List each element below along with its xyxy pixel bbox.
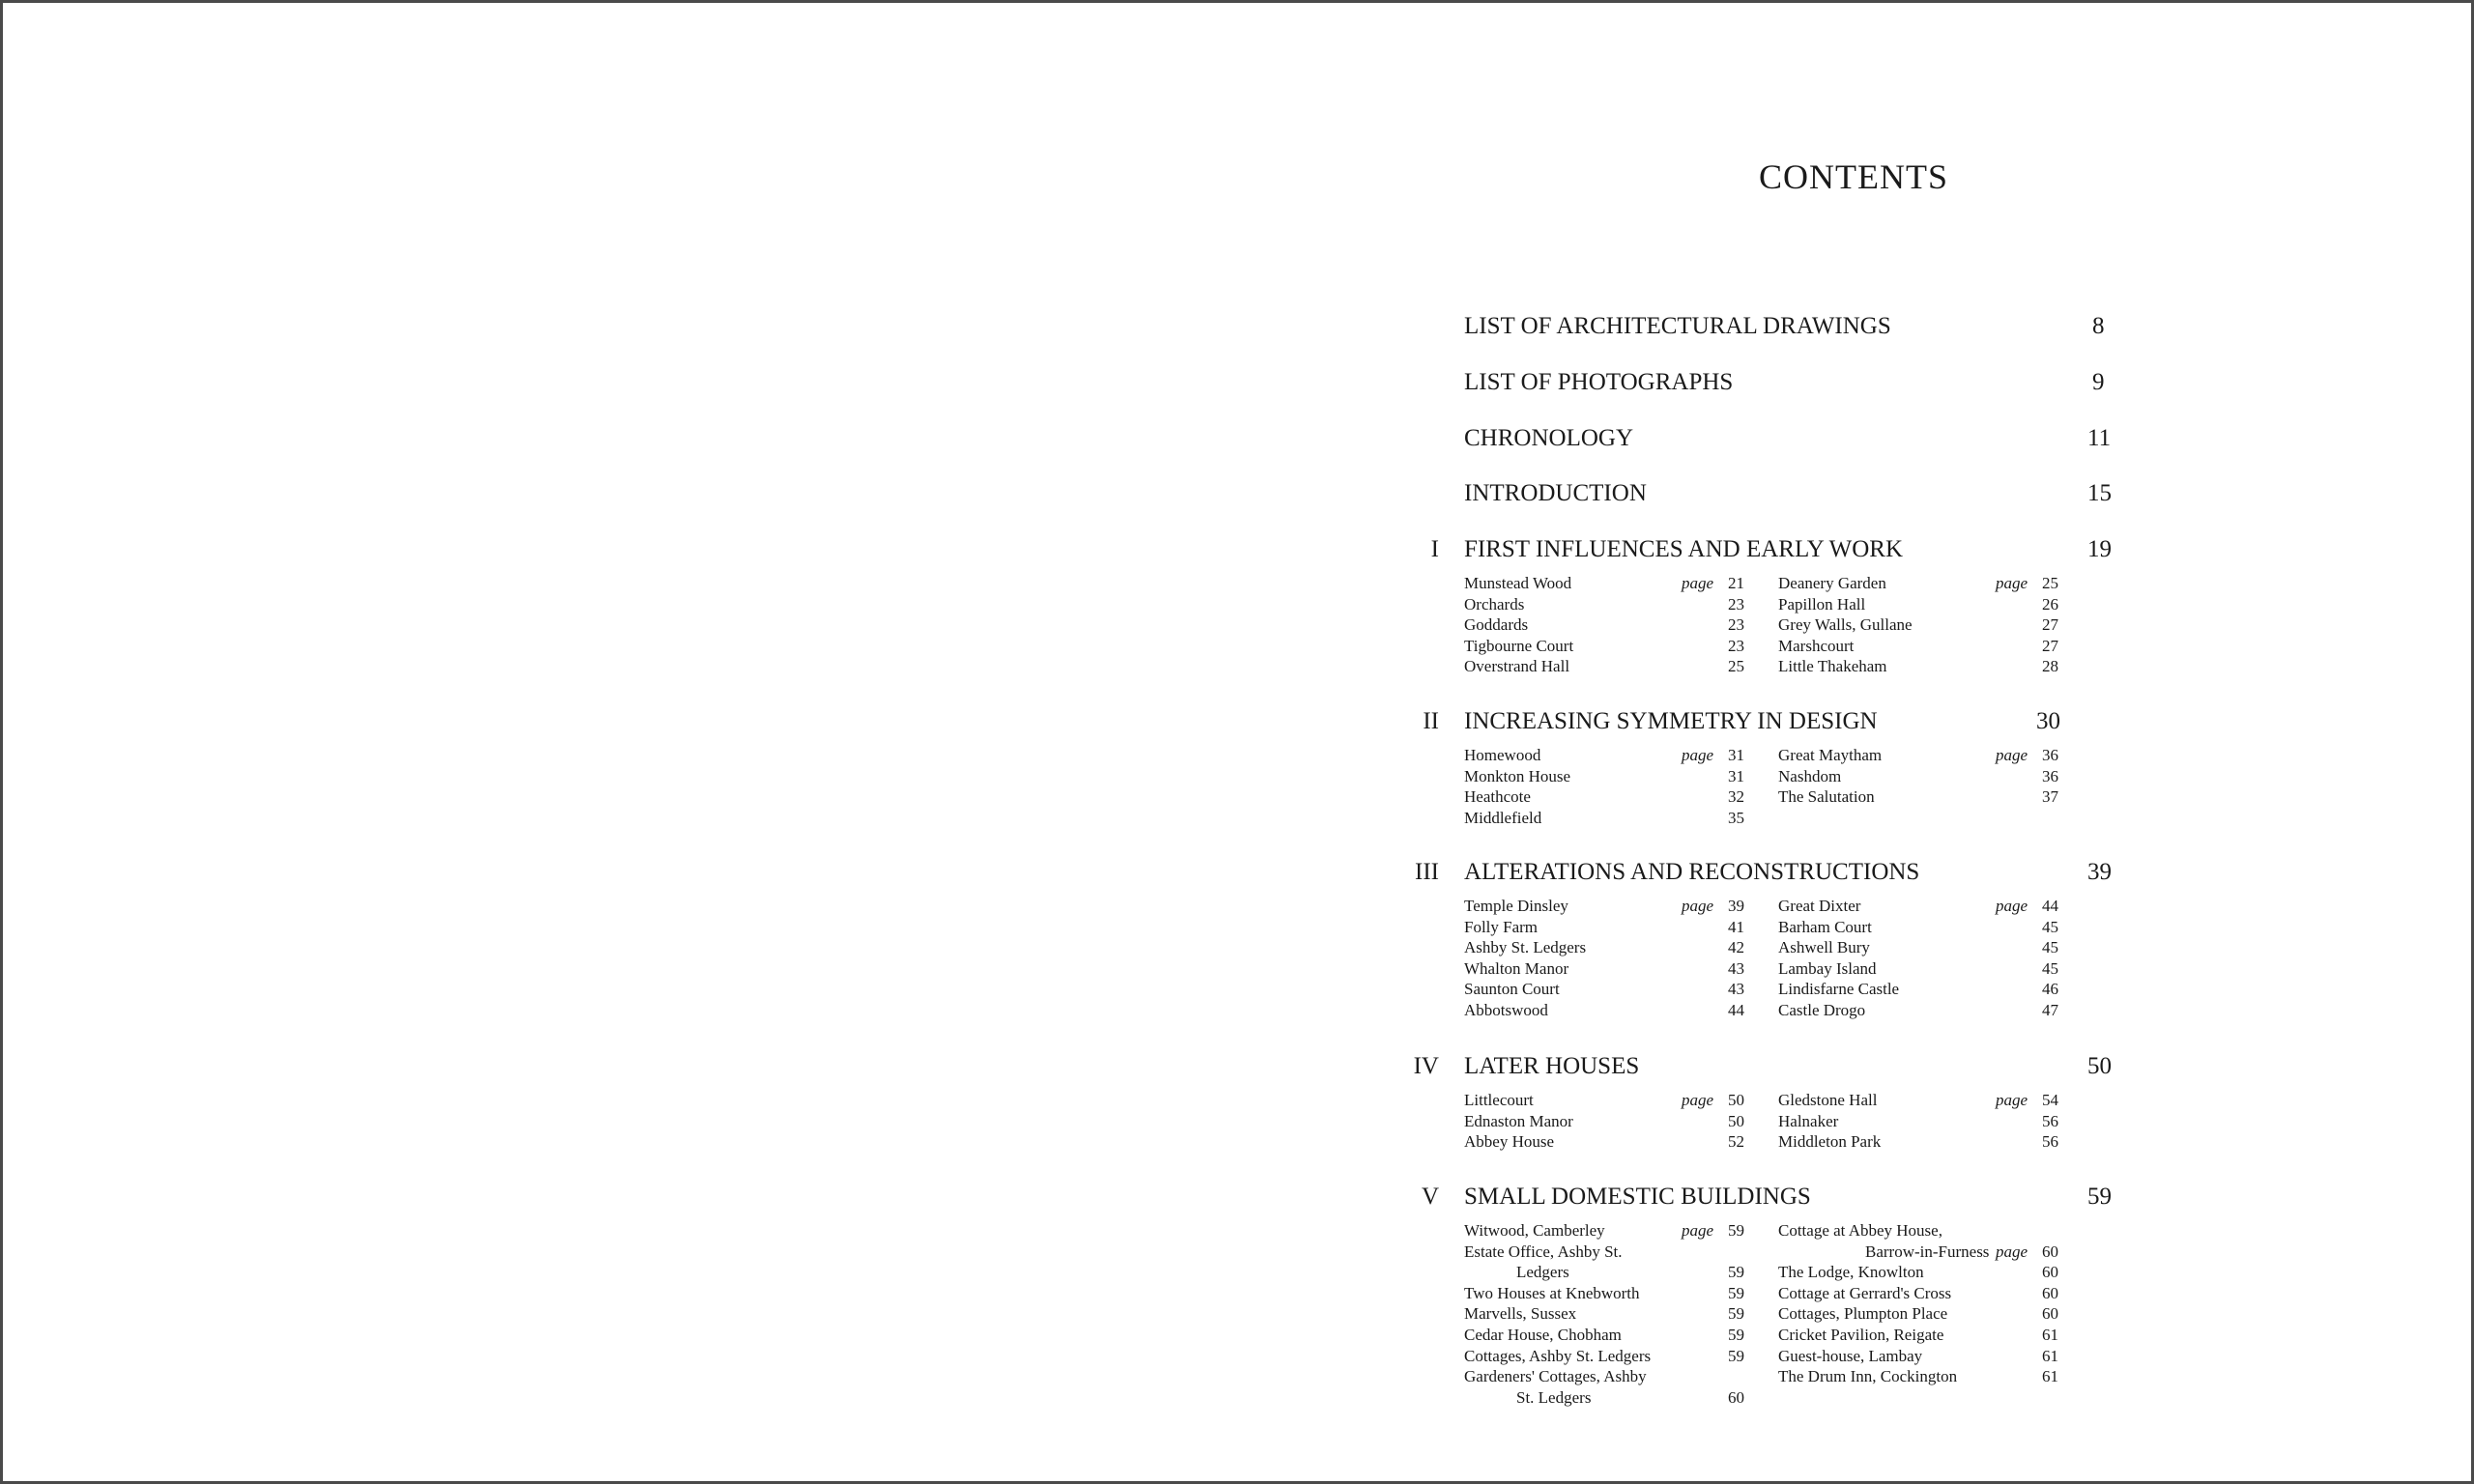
chapter-heading: [1237, 708, 2474, 747]
contents-entry: [1778, 656, 2058, 677]
contents-entry: [1778, 1131, 2058, 1153]
front-matter-item: [1237, 480, 2474, 519]
entry-name: Cottage at Abbey House,: [1778, 1221, 1942, 1240]
entry-name: Lambay Island: [1778, 958, 1877, 978]
entry-page-number: 44: [1728, 1000, 1744, 1019]
contents-entry: [1464, 1241, 1744, 1263]
entry-page-number: 45: [2042, 938, 2058, 957]
entry-page-number: 60: [2042, 1263, 2058, 1282]
entry-name: Littlecourt: [1464, 1091, 1534, 1109]
entry-page-number: 59: [1728, 1325, 1744, 1344]
contents-entry: [1778, 1366, 2058, 1387]
entry-page-number: 25: [2042, 574, 2058, 592]
contents-entry: [1778, 979, 2058, 1000]
entry-name: Cottage at Gerrard's Cross: [1778, 1283, 1952, 1302]
contents-entry: [1778, 1283, 2058, 1304]
page-label: page: [1995, 746, 2028, 764]
contents-entry: [1464, 808, 1744, 829]
contents-page: [1237, 0, 2474, 1484]
page-label: page: [1681, 1091, 1713, 1109]
entry-page-number: 50: [1728, 1111, 1744, 1130]
front-matter-item: [1237, 425, 2474, 464]
entry-name: Goddards: [1464, 615, 1529, 635]
chapter-title: LATER HOUSES: [1464, 1053, 1640, 1079]
contents-entry: [1464, 937, 1744, 958]
entry-name: Cottages, Ashby St. Ledgers: [1464, 1346, 1652, 1365]
entry-name: St. Ledgers: [1516, 1387, 1592, 1407]
entry-page-number: 56: [2042, 1111, 2058, 1130]
front-matter-item: [1237, 369, 2474, 408]
entry-name: Middleton Park: [1778, 1132, 1882, 1152]
page-label: page: [1681, 746, 1713, 764]
entry-page-number: 39: [1728, 897, 1744, 915]
entry-page-number: 59: [1728, 1221, 1744, 1240]
entry-page-number: 25: [1728, 657, 1744, 676]
entry-name: Marvells, Sussex: [1464, 1304, 1577, 1324]
entry-page-number: 60: [2042, 1241, 2058, 1261]
entries-column-right: [1778, 745, 2058, 808]
contents-entry: [1464, 745, 1744, 766]
chapter-title: INCREASING SYMMETRY IN DESIGN: [1464, 708, 1878, 734]
contents-entry: [1464, 766, 1744, 787]
entry-page-number: 36: [2042, 766, 2058, 785]
page-label: page: [1681, 1221, 1713, 1240]
entry-page-number: 37: [2042, 787, 2058, 807]
entry-page-number: 54: [2042, 1091, 2058, 1109]
entry-page-number: 31: [1728, 766, 1744, 785]
entry-page-number: 59: [1728, 1283, 1744, 1302]
entries-column-left: [1464, 1220, 1744, 1408]
entry-page-number: 61: [2042, 1367, 2058, 1386]
entry-page-number: 45: [2042, 958, 2058, 978]
entry-page-number: 23: [1728, 615, 1744, 635]
entry-name: Orchards: [1464, 594, 1525, 614]
contents-entry: [1778, 614, 2058, 636]
contents-entry: [1464, 1090, 1744, 1111]
entry-page-number: 59: [1728, 1263, 1744, 1282]
chapter-numeral: II: [1423, 708, 1439, 734]
entry-page-number: 60: [2042, 1304, 2058, 1324]
contents-entry: [1778, 958, 2058, 980]
entry-page-number: 23: [1728, 594, 1744, 614]
entry-name: Whalton Manor: [1464, 958, 1569, 978]
front-matter-item: [1237, 313, 2474, 352]
section-title: INTRODUCTION: [1464, 480, 1647, 506]
chapter-title: ALTERATIONS AND RECONSTRUCTIONS: [1464, 859, 1920, 885]
contents-entry: [1778, 1303, 2058, 1325]
contents-entry: [1778, 917, 2058, 938]
entry-name: Castle Drogo: [1778, 1000, 1866, 1019]
entry-page-number: 56: [2042, 1132, 2058, 1152]
entries-column-left: [1464, 896, 1744, 1021]
entry-name: Nashdom: [1778, 766, 1842, 785]
chapter-page-number: 59: [2087, 1184, 2112, 1210]
contents-entry: [1778, 636, 2058, 657]
entry-name: Great Dixter: [1778, 897, 1861, 915]
chapter-heading: [1237, 859, 2474, 898]
entry-name: Saunton Court: [1464, 980, 1560, 999]
entry-page-number: 42: [1728, 938, 1744, 957]
contents-entry: [1778, 1111, 2058, 1132]
contents-entry: [1464, 594, 1744, 615]
contents-entry: [1464, 1366, 1744, 1387]
page-label: page: [1995, 897, 2028, 915]
chapter-heading: [1237, 536, 2474, 575]
contents-entry: [1464, 1111, 1744, 1132]
entries-column-right: [1778, 896, 2058, 1021]
entry-name: Barham Court: [1778, 917, 1872, 936]
contents-entry: [1464, 636, 1744, 657]
entry-name: Gardeners' Cottages, Ashby: [1464, 1367, 1647, 1386]
chapter-numeral: I: [1430, 536, 1439, 562]
entries-column-left: [1464, 573, 1744, 677]
chapter-numeral: V: [1421, 1184, 1439, 1210]
entry-page-number: 32: [1728, 787, 1744, 807]
chapter-heading: [1237, 1184, 2474, 1222]
contents-entry: [1464, 786, 1744, 808]
entry-name: Halnaker: [1778, 1111, 1839, 1130]
entry-name: Ashby St. Ledgers: [1464, 938, 1587, 957]
entry-name: Cedar House, Chobham: [1464, 1325, 1622, 1344]
entry-name: Folly Farm: [1464, 917, 1539, 936]
contents-entry: [1464, 1220, 1744, 1241]
section-page-number: 8: [2092, 313, 2105, 339]
section-page-number: 9: [2092, 369, 2105, 395]
entry-name: Munstead Wood: [1464, 574, 1572, 592]
entry-page-number: 59: [1728, 1304, 1744, 1324]
entry-name: Homewood: [1464, 746, 1541, 764]
entry-name: Temple Dinsley: [1464, 897, 1568, 915]
section-page-number: 15: [2087, 480, 2112, 506]
chapter-title: FIRST INFLUENCES AND EARLY WORK: [1464, 536, 1904, 562]
entry-page-number: 47: [2042, 1000, 2058, 1019]
entries-column-right: [1778, 573, 2058, 677]
contents-entry: [1464, 979, 1744, 1000]
entry-name: Papillon Hall: [1778, 594, 1866, 614]
entry-name: Tigbourne Court: [1464, 636, 1574, 655]
chapter-title: SMALL DOMESTIC BUILDINGS: [1464, 1184, 1811, 1210]
contents-entry: [1464, 1131, 1744, 1153]
entry-page-number: 60: [1728, 1387, 1744, 1407]
contents-entry: [1778, 1220, 2058, 1241]
entry-page-number: 26: [2042, 594, 2058, 614]
entry-name: Two Houses at Knebworth: [1464, 1283, 1640, 1302]
contents-entry: [1464, 1387, 1744, 1409]
contents-entry: [1464, 917, 1744, 938]
page-title: CONTENTS: [1759, 157, 1948, 196]
entries-column-right: [1778, 1090, 2058, 1153]
contents-entry: [1778, 1241, 2058, 1263]
page-label: page: [1995, 1091, 2028, 1109]
contents-entry: [1464, 896, 1744, 917]
entry-page-number: 44: [2042, 897, 2058, 915]
entry-name: Gledstone Hall: [1778, 1091, 1878, 1109]
entry-page-number: 52: [1728, 1132, 1744, 1152]
entry-page-number: 50: [1728, 1091, 1744, 1109]
contents-entry: [1464, 1262, 1744, 1283]
entry-page-number: 28: [2042, 657, 2058, 676]
entry-name: Ednaston Manor: [1464, 1111, 1573, 1130]
entry-page-number: 59: [1728, 1346, 1744, 1365]
entry-page-number: 61: [2042, 1325, 2058, 1344]
contents-entry: [1778, 1000, 2058, 1021]
entry-name: Barrow-in-Furness: [1865, 1241, 1990, 1261]
entry-name: The Lodge, Knowlton: [1778, 1263, 1924, 1282]
entry-name: Abbey House: [1464, 1132, 1555, 1152]
entries-column-left: [1464, 1090, 1744, 1153]
entry-page-number: 21: [1728, 574, 1744, 592]
contents-entry: [1778, 594, 2058, 615]
contents-entry: [1778, 1346, 2058, 1367]
contents-entry: [1464, 1303, 1744, 1325]
entry-name: Monkton House: [1464, 766, 1571, 785]
entry-page-number: 41: [1728, 917, 1744, 936]
entry-name: Marshcourt: [1778, 636, 1855, 655]
entries-column-left: [1464, 745, 1744, 828]
contents-entry: [1464, 573, 1744, 594]
entry-page-number: 27: [2042, 636, 2058, 655]
entry-page-number: 46: [2042, 980, 2058, 999]
entry-name: Great Maytham: [1778, 746, 1883, 764]
entry-name: Grey Walls, Gullane: [1778, 615, 1913, 635]
contents-entry: [1464, 1283, 1744, 1304]
contents-entry: [1778, 1262, 2058, 1283]
entry-name: Witwood, Camberley: [1464, 1221, 1605, 1240]
page-label: page: [1681, 897, 1713, 915]
entry-page-number: 43: [1728, 958, 1744, 978]
entry-name: Abbotswood: [1464, 1000, 1548, 1019]
chapter-page-number: 30: [2036, 708, 2060, 734]
contents-entry: [1778, 1090, 2058, 1111]
entry-name: The Salutation: [1778, 787, 1875, 807]
entry-name: Deanery Garden: [1778, 574, 1886, 592]
contents-entry: [1778, 573, 2058, 594]
chapter-heading: [1237, 1053, 2474, 1092]
section-title: LIST OF ARCHITECTURAL DRAWINGS: [1464, 313, 1891, 339]
entry-page-number: 23: [1728, 636, 1744, 655]
section-title: LIST OF PHOTOGRAPHS: [1464, 369, 1734, 395]
chapter-numeral: III: [1415, 859, 1439, 885]
entry-page-number: 45: [2042, 917, 2058, 936]
entry-page-number: 36: [2042, 746, 2058, 764]
entry-name: Little Thakeham: [1778, 657, 1887, 676]
page-label: page: [1995, 574, 2028, 592]
contents-entry: [1464, 656, 1744, 677]
chapter-page-number: 50: [2087, 1053, 2112, 1079]
entry-name: Cottages, Plumpton Place: [1778, 1304, 1948, 1324]
section-title: CHRONOLOGY: [1464, 425, 1633, 451]
entry-name: Ledgers: [1516, 1263, 1569, 1282]
entry-name: Heathcote: [1464, 787, 1531, 807]
chapter-numeral: IV: [1413, 1053, 1439, 1079]
entry-page-number: 27: [2042, 615, 2058, 635]
section-page-number: 11: [2087, 425, 2112, 451]
contents-entry: [1464, 1000, 1744, 1021]
contents-entry: [1778, 786, 2058, 808]
contents-entry: [1464, 1346, 1744, 1367]
entry-name: Middlefield: [1464, 808, 1542, 827]
page-label: page: [1995, 1241, 2028, 1261]
page-label: page: [1681, 574, 1713, 592]
contents-entry: [1464, 1325, 1744, 1346]
entry-name: The Drum Inn, Cockington: [1778, 1367, 1958, 1386]
entry-name: Ashwell Bury: [1778, 938, 1870, 957]
entry-page-number: 35: [1728, 808, 1744, 827]
entry-page-number: 31: [1728, 746, 1744, 764]
entry-name: Lindisfarne Castle: [1778, 980, 1900, 999]
contents-entry: [1464, 958, 1744, 980]
entry-name: Overstrand Hall: [1464, 657, 1570, 676]
entry-page-number: 60: [2042, 1283, 2058, 1302]
contents-entry: [1464, 614, 1744, 636]
contents-entry: [1778, 766, 2058, 787]
contents-entry: [1778, 745, 2058, 766]
entry-name: Cricket Pavilion, Reigate: [1778, 1325, 1944, 1344]
entries-column-right: [1778, 1220, 2058, 1387]
entry-page-number: 43: [1728, 980, 1744, 999]
entry-page-number: 61: [2042, 1346, 2058, 1365]
entry-name: Guest-house, Lambay: [1778, 1346, 1923, 1365]
entry-name: Estate Office, Ashby St.: [1464, 1241, 1623, 1261]
contents-entry: [1778, 1325, 2058, 1346]
chapter-page-number: 19: [2087, 536, 2112, 562]
chapter-page-number: 39: [2087, 859, 2112, 885]
contents-entry: [1778, 896, 2058, 917]
contents-entry: [1778, 937, 2058, 958]
